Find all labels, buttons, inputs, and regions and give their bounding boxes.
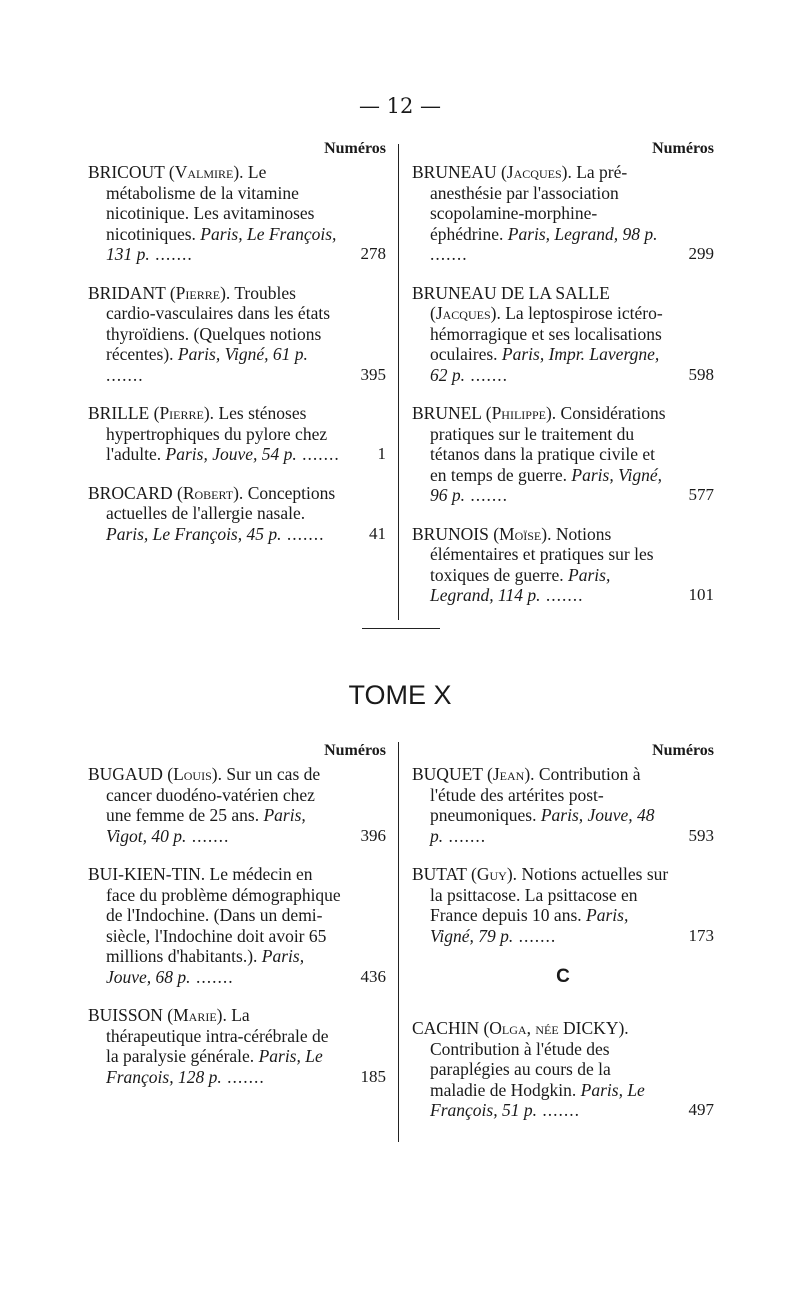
author-surname: BRUNEAU DE LA SALLE bbox=[412, 282, 610, 303]
index-entry: BRIDANT (Pierre). Troubles cardio-vasculaires dans les états thyroïdiens. (Quelques notions récentes). Paris, Vigné, 61 p. ....... 395 bbox=[88, 282, 386, 385]
entry-gap bbox=[88, 987, 386, 1005]
author-surname: BUISSON bbox=[88, 1005, 163, 1025]
index-entry: BRUNEAU (Jacques). La pré-anesthésie par l'association scopolamine-morphine-éphédrine. Paris, Legrand, 98 p. ....... 299 bbox=[412, 162, 714, 264]
index-entry: BROCARD (Robert). Conceptions actuelles de l'allergie nasale. Paris, Le François, 45 p. ....... 41 bbox=[88, 482, 386, 544]
index-entry: BUGAUD (Louis). Sur un cas de cancer duodéno-vatérien chez une femme de 25 ans. Paris, Vigot, 40 p. ....... 396 bbox=[88, 764, 386, 846]
author-firstname: Philippe bbox=[491, 403, 546, 423]
leader-dots: ....... bbox=[540, 585, 584, 605]
entry-number: 299 bbox=[688, 244, 714, 263]
publication-info: Paris, Vigné, 96 p. bbox=[430, 464, 662, 505]
bottom-index-section bbox=[88, 742, 714, 1142]
author-surname: BUQUET bbox=[412, 764, 483, 784]
section-rule bbox=[362, 628, 440, 629]
entry-gap bbox=[88, 846, 386, 864]
author-surname: BUTAT bbox=[412, 864, 467, 884]
leader-dots: ....... bbox=[296, 444, 340, 464]
publication-info: Paris, Le François, 128 p. bbox=[106, 1046, 323, 1087]
author-surname: BROCARD bbox=[88, 482, 173, 503]
column-divider bbox=[398, 144, 399, 620]
thesis-title: Le médecin en face du problème démographique de l'Indochine. (Dans un demi-siècle, l'Indochine doit avoir 65 millions d'habitants.). bbox=[106, 864, 341, 966]
entry-number: 41 bbox=[369, 523, 386, 543]
index-entry: BRILLE (Pierre). Les sténoses hypertrophiques du pylore chez l'adulte. Paris, Jouve, 54 p. ....... 1 bbox=[88, 403, 386, 464]
index-entry: BRUNEAU DE LA SALLE (Jacques). La leptospirose ictéro-hémorragique et ses localisations oculaires. Paris, Impr. Lavergne, 62 p. ....... 598 bbox=[412, 282, 714, 385]
numeros-heading: Numéros bbox=[652, 140, 714, 157]
thesis-title: Notions élémentaires et pratiques sur les toxiques de guerre. bbox=[430, 523, 654, 585]
author-surname: BRUNEAU bbox=[412, 162, 497, 182]
author-firstname: Moïse bbox=[499, 523, 542, 544]
author-surname: BRIDANT bbox=[88, 282, 166, 303]
entry-number: 577 bbox=[688, 485, 714, 504]
author-firstname: Pierre bbox=[175, 282, 221, 303]
bottom-left-column bbox=[88, 742, 386, 1087]
author-surname: BRUNEL bbox=[412, 403, 482, 423]
top-index-section bbox=[88, 140, 714, 620]
index-entry: BUQUET (Jean). Contribution à l'étude des artérites post-pneumoniques. Paris, Jouve, 48 p. ....... 593 bbox=[412, 764, 714, 846]
publication-info: Paris, Legrand, 114 p. bbox=[430, 564, 611, 605]
leader-dots: ....... bbox=[149, 244, 193, 264]
author-firstname: Pierre bbox=[159, 403, 204, 423]
leader-dots: ....... bbox=[443, 825, 487, 846]
page-number: — 12 — bbox=[358, 94, 442, 118]
tome-title: TOME X bbox=[348, 680, 452, 710]
author-surname: BRICOUT bbox=[88, 162, 165, 182]
numeros-heading: Numéros bbox=[324, 140, 386, 157]
publication-info: Paris, Le François, 51 p. bbox=[430, 1079, 645, 1120]
author-surname: CACHIN bbox=[412, 1018, 480, 1038]
entry-gap bbox=[412, 385, 714, 403]
thesis-title: Contribution à l'étude des artérites post-pneumoniques. bbox=[430, 764, 641, 825]
publication-info: Paris, Jouve, 68 p. bbox=[106, 946, 305, 987]
bottom-right-column bbox=[412, 742, 714, 1121]
author-firstname: Jacques bbox=[506, 162, 562, 182]
author-firstname: Marie bbox=[173, 1005, 217, 1025]
leader-dots: ....... bbox=[190, 966, 234, 987]
entry-number: 101 bbox=[688, 585, 714, 604]
entry-number: 598 bbox=[688, 364, 714, 384]
numeros-heading: Numéros bbox=[324, 742, 386, 759]
thesis-title: Les sténoses hypertrophiques du pylore chez l'adulte. bbox=[106, 403, 328, 464]
author-surname: BRILLE bbox=[88, 403, 150, 423]
entry-gap bbox=[88, 385, 386, 403]
publication-info: Paris, Vigné, 61 p. bbox=[177, 344, 308, 364]
publication-info: Paris, Jouve, 48 p. bbox=[430, 805, 655, 846]
entry-number: 497 bbox=[688, 1100, 714, 1119]
author-firstname: Robert bbox=[182, 482, 234, 503]
author-surname: BUI-KIEN-TIN. bbox=[88, 864, 206, 884]
author-firstname: Jean bbox=[492, 764, 525, 784]
index-entry: BRUNEL (Philippe). Considérations pratiques sur le traitement du tétanos dans la pratique civile et en temps de guerre. Paris, Vigné, 96 p. ....... 577 bbox=[412, 403, 714, 505]
leader-dots: ....... bbox=[513, 925, 557, 946]
thesis-title: Conceptions actuelles de l'allergie nasale. bbox=[106, 482, 336, 523]
top-left-column bbox=[88, 140, 386, 544]
author-firstname: Valmire bbox=[174, 162, 234, 182]
entry-gap bbox=[412, 265, 714, 283]
entry-gap bbox=[412, 506, 714, 524]
thesis-title: Sur un cas de cancer duodéno-vatérien chez une femme de 25 ans. bbox=[106, 764, 321, 825]
leader-dots: ....... bbox=[221, 1066, 265, 1087]
leader-dots: ....... bbox=[536, 1100, 580, 1120]
author-surname: BUGAUD bbox=[88, 764, 163, 784]
entry-number: 278 bbox=[360, 244, 386, 263]
index-entry: BRICOUT (Valmire). Le métabolisme de la vitamine nicotinique. Les avitaminoses nicotiniques. Paris, Le François, 131 p. ....... 278 bbox=[88, 162, 386, 264]
leader-dots: ....... bbox=[281, 523, 325, 544]
thesis-title: La pré-anesthésie par l'association scopolamine-morphine-éphédrine. bbox=[430, 162, 628, 244]
index-entry: BRUNOIS (Moïse). Notions élémentaires et pratiques sur les toxiques de guerre. Paris, Legrand, 114 p. ....... 101 bbox=[412, 523, 714, 605]
author-firstname: Jacques bbox=[435, 303, 491, 323]
leader-dots: ....... bbox=[465, 364, 508, 385]
publication-info: Paris, Le François, 45 p. bbox=[106, 523, 282, 544]
leader-dots: ....... bbox=[186, 825, 230, 846]
numeros-heading: Numéros bbox=[652, 742, 714, 759]
index-entry bbox=[88, 864, 386, 987]
entry-gap bbox=[88, 265, 386, 283]
entry-gap bbox=[88, 465, 386, 483]
entry-number: 396 bbox=[360, 825, 386, 845]
entry-number: 395 bbox=[360, 364, 386, 384]
thesis-title: Le métabolisme de la vitamine nicotinique. Les avitaminoses nicotiniques. bbox=[106, 162, 315, 244]
publication-info: Paris, Vigné, 79 p. bbox=[430, 905, 629, 946]
publication-info: Paris, Jouve, 54 p. bbox=[165, 444, 297, 464]
publication-info: Paris, Le François, 131 p. bbox=[106, 223, 337, 264]
entry-number: 185 bbox=[360, 1066, 386, 1086]
thesis-title: Considérations pratiques sur le traitement du tétanos dans la pratique civile et en temps de guerre. bbox=[430, 403, 666, 485]
top-right-column bbox=[412, 140, 714, 606]
leader-dots: ....... bbox=[106, 364, 144, 385]
entry-number: 436 bbox=[360, 966, 386, 986]
index-entry: CACHIN (Olga, née DICKY). Contribution à l'étude des paraplégies au cours de la maladie de Hodgkin. Paris, Le François, 51 p. ....... 497 bbox=[412, 1018, 714, 1120]
author-firstname: Louis bbox=[173, 764, 212, 784]
thesis-title: Contribution à l'étude des paraplégies au cours de la maladie de Hodgkin. bbox=[430, 1038, 611, 1100]
author-surname: BRUNOIS bbox=[412, 523, 489, 544]
leader-dots: ....... bbox=[430, 244, 468, 264]
entry-number: 1 bbox=[377, 444, 386, 463]
author-firstname: Olga, née DICKY bbox=[489, 1018, 619, 1038]
leader-dots: ....... bbox=[465, 485, 508, 505]
thesis-title: Troubles cardio-vasculaires dans les états thyroïdiens. (Quelques notions récentes). bbox=[106, 282, 331, 364]
entry-gap bbox=[412, 846, 714, 864]
thesis-title: Notions actuelles sur la psittacose. La psittacose en France depuis 10 ans. bbox=[430, 864, 669, 925]
letter-heading: C bbox=[556, 966, 570, 987]
entry-number: 173 bbox=[688, 925, 714, 945]
column-divider bbox=[398, 742, 399, 1142]
entry-number: 593 bbox=[688, 825, 714, 845]
index-entry: BUTAT (Guy). Notions actuelles sur la psittacose. La psittacose en France depuis 10 ans. Paris, Vigné, 79 p. ....... 173 bbox=[412, 864, 714, 946]
thesis-title: La leptospirose ictéro-hémorragique et ses localisations oculaires. bbox=[430, 303, 663, 364]
author-firstname: Guy bbox=[476, 864, 507, 884]
thesis-title: La thérapeutique intra-cérébrale de la paralysie générale. bbox=[106, 1005, 329, 1066]
index-entry: BUISSON (Marie). La thérapeutique intra-cérébrale de la paralysie générale. Paris, Le François, 128 p. ....... 185 bbox=[88, 1005, 386, 1087]
publication-info: Paris, Impr. Lavergne, 62 p. bbox=[430, 344, 660, 385]
publication-info: Paris, Legrand, 98 p. bbox=[507, 223, 658, 244]
publication-info: Paris, Vigot, 40 p. bbox=[106, 805, 306, 846]
